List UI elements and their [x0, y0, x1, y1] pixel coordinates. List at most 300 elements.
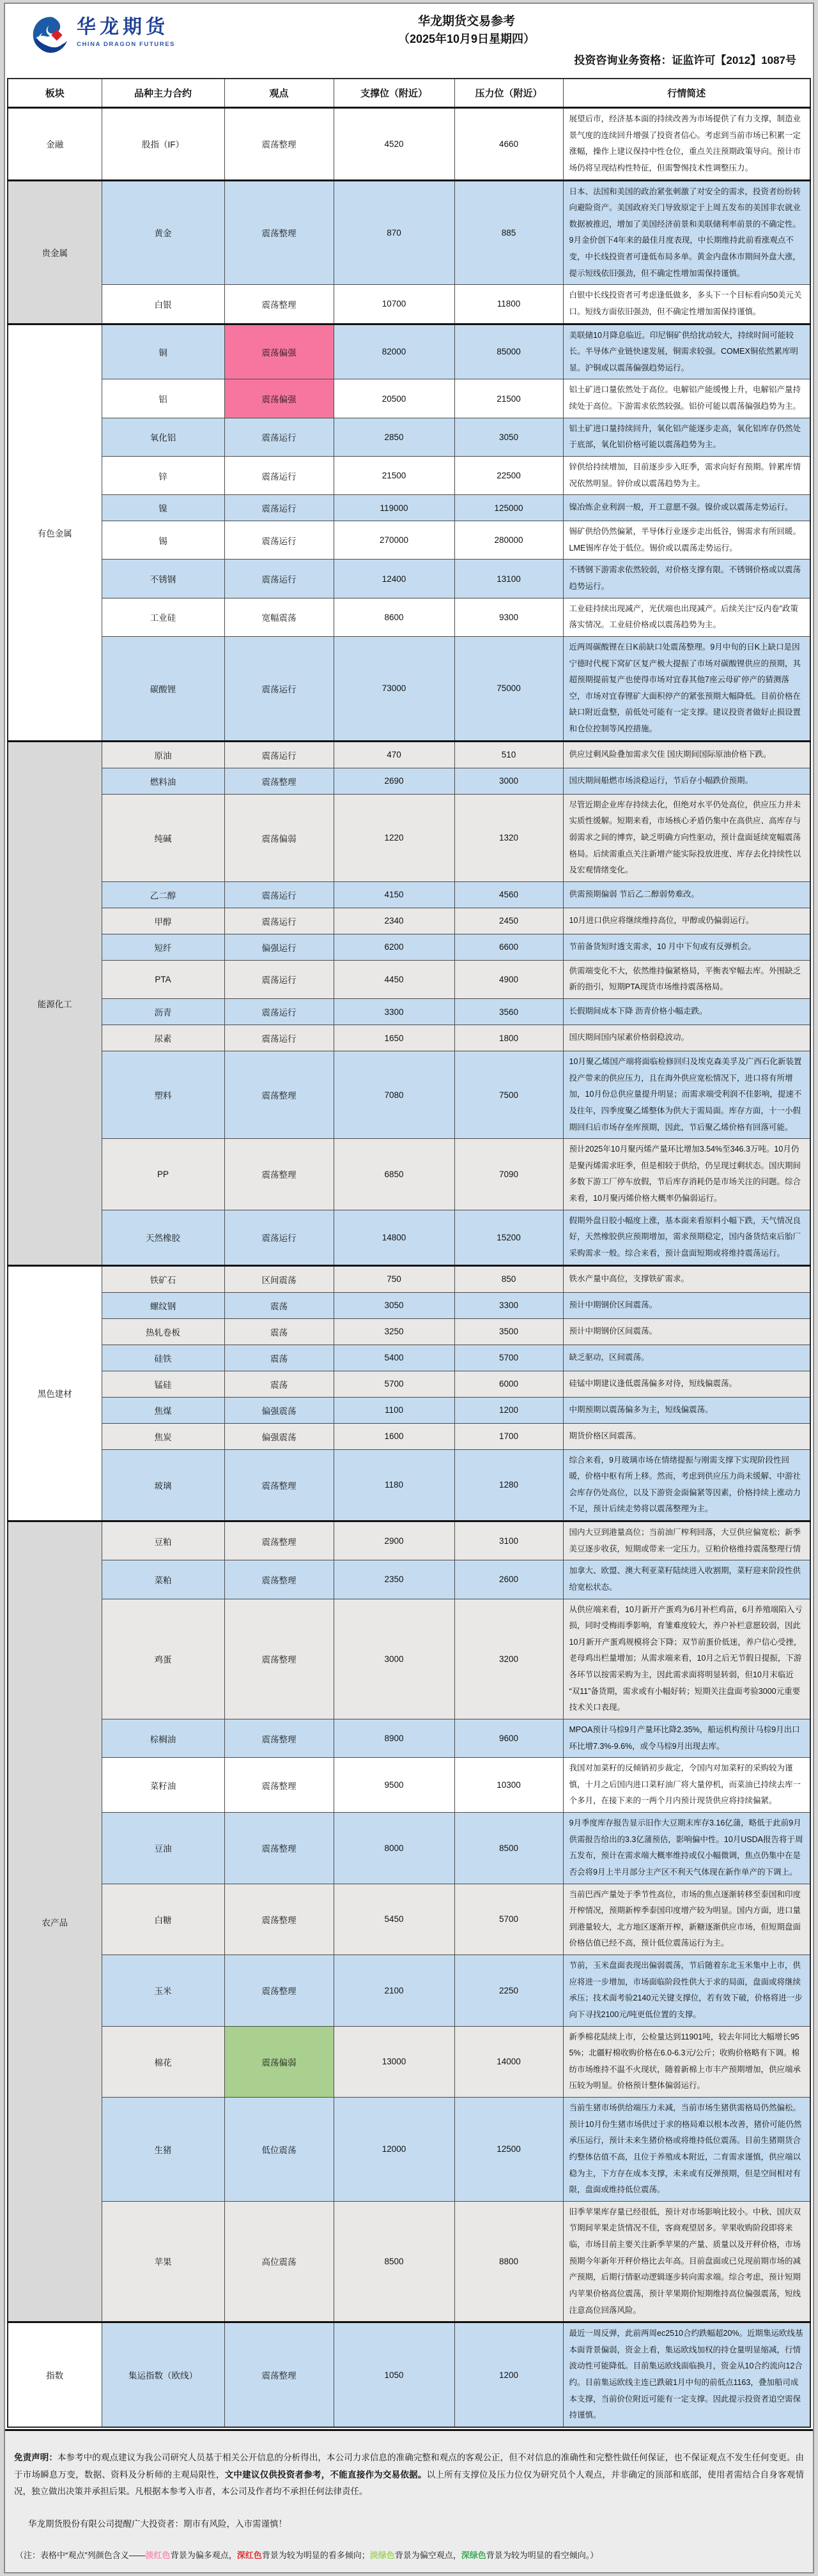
support-cell: 8000: [334, 1813, 454, 1884]
contract-cell: 螺纹钢: [102, 1292, 224, 1318]
contract-cell: 棕榈油: [102, 1719, 224, 1757]
view-cell: 震荡偏强: [224, 379, 334, 418]
trading-reference-table: [7, 78, 811, 2428]
text-segment: （注：表格中“观点”列颜色含义——: [15, 2550, 146, 2561]
col-header-sector: 板块: [8, 79, 102, 108]
summary-cell: 展望后市，经济基本面的持续改善为市场提供了有力支撑，制造业景气度的连续回升增强了投资者信心。考虑到当前市场已积累一定涨幅，操作上建议保持中性仓位，重点关注预期政策导向。预计市场仍将呈现结构性特征，但需警惕技术性调整压力。: [563, 108, 810, 181]
view-cell: 震荡整理: [224, 2322, 334, 2427]
view-cell: 震荡整理: [224, 108, 334, 181]
summary-cell: 中期预期以震荡偏多为主，短线偏震荡。: [563, 1397, 810, 1423]
summary-cell: 长假期间成本下降 沥青价格小幅走跌。: [563, 999, 810, 1025]
pressure-cell: 85000: [454, 324, 563, 379]
view-cell: 震荡整理: [224, 1884, 334, 1955]
pressure-cell: 22500: [454, 456, 563, 494]
report-date: （2025年10月9日星期四）: [397, 32, 536, 45]
table-row: [8, 1521, 810, 1560]
contract-cell: 工业硅: [102, 598, 224, 636]
license-credential: 投资咨询业务资格：证监许可【2012】1087号: [574, 54, 796, 66]
summary-cell: 锌供给持续增加，目前逐步步入旺季，需求向好有预期。锌累库情况依然明显。锌价或以震荡趋势为主。: [563, 456, 810, 494]
table-row: [8, 741, 810, 768]
support-cell: 7080: [334, 1051, 454, 1139]
text-segment: 淡绿色: [369, 2550, 395, 2561]
summary-cell: 假期外盘日胶小幅度上涨，基本面来看原料小幅下跌，天气情况良好，天然橡胶供应预期增加，需求预期稳定，国内备货结束后胎厂采购需求一般。综合来看，预计盘面短期或将维持震荡运行。: [563, 1210, 810, 1265]
table-row: [8, 794, 810, 881]
report-title: 华龙期货交易参考: [417, 15, 515, 28]
summary-cell: 尽管近期企业库存持续去化，但绝对水平仍处高位，供应压力并未实质性缓解。短期来看，市场核心矛盾仍集中在高供应、高库存与弱需求之间的博弈，缺乏明确方向性驱动，预计盘面延续宽幅震荡格局。后续需重点关注新增产能实际投放进度、库存去化持续性以及宏观情绪变化。: [563, 794, 810, 881]
contract-cell: 乙二醇: [102, 881, 224, 908]
contract-cell: 菜籽油: [102, 1758, 224, 1813]
pressure-cell: 510: [454, 741, 563, 768]
support-cell: 2100: [334, 1955, 454, 2027]
support-cell: 9500: [334, 1758, 454, 1813]
contract-cell: 塑料: [102, 1051, 224, 1139]
view-cell: 震荡运行: [224, 521, 334, 560]
support-cell: 5400: [334, 1345, 454, 1371]
support-cell: 870: [334, 180, 454, 285]
view-cell: 震荡: [224, 1345, 334, 1371]
view-cell: 偏强震荡: [224, 1423, 334, 1449]
pressure-cell: 6600: [454, 934, 563, 960]
table-row: [8, 636, 810, 741]
pressure-cell: 6000: [454, 1371, 563, 1397]
summary-cell: 缺乏驱动，区间震荡。: [563, 1345, 810, 1371]
summary-cell: 日本、法国和美国的政治紧张刺激了对安全的需求，投资者纷纷转向避险资产。美国政府关门导致原定于上周五发布的美国非农就业数据被推迟，增加了美国经济前景和美联储利率前景的不确定性。9月金价创下4年来的最佳月度表现，中长期维持此前看涨观点不变，中长线投资者可逢低布局多单。黄金内盘休市期间外盘大涨，提示短线依旧强劲，但不确定性增加需保持谨慎。: [563, 180, 810, 285]
contract-cell: 黄金: [102, 180, 224, 285]
pressure-cell: 4560: [454, 881, 563, 908]
view-cell: 震荡整理: [224, 285, 334, 324]
view-cell: 震荡偏弱: [224, 794, 334, 881]
contract-cell: 锰硅: [102, 1371, 224, 1397]
table-row: [8, 1758, 810, 1813]
summary-cell: 硅锰中期建议逢低震荡偏多对待，短线偏震荡。: [563, 1371, 810, 1397]
dragon-logo-icon: [31, 15, 70, 55]
pressure-cell: 1200: [454, 1397, 563, 1423]
contract-cell: 不锈钢: [102, 560, 224, 598]
support-cell: 8500: [334, 2201, 454, 2322]
summary-cell: 加拿大、欧盟、澳大利亚菜籽陆续进入收割期，菜籽迎来阶段性供给宽松状态。: [563, 1560, 810, 1599]
contract-cell: 豆粕: [102, 1521, 224, 1560]
view-cell: 震荡: [224, 1318, 334, 1345]
contract-cell: 燃料油: [102, 768, 224, 794]
table-row: [8, 1813, 810, 1884]
table-row: [8, 1397, 810, 1423]
pressure-cell: 7500: [454, 1051, 563, 1139]
summary-cell: 国庆期间船燃市场淡稳运行，节后存小幅跌价预期。: [563, 768, 810, 794]
view-cell: 震荡运行: [224, 636, 334, 741]
summary-cell: 供需预期偏弱 节后乙二醇弱势难改。: [563, 881, 810, 908]
view-cell: 震荡运行: [224, 1025, 334, 1051]
contract-cell: 苹果: [102, 2201, 224, 2322]
table-row: [8, 560, 810, 598]
contract-cell: 玻璃: [102, 1449, 224, 1521]
view-cell: 低位震荡: [224, 2098, 334, 2202]
support-cell: 21500: [334, 456, 454, 494]
table-body: [8, 108, 810, 2427]
summary-cell: MPOA预计马棕9月产量环比降2.35%，船运机构预计马棕9月出口环比增7.3%-9.6%，或令马棕9月出现去库。: [563, 1719, 810, 1757]
company-name: [77, 15, 175, 48]
sector-cell: 农产品: [8, 1521, 102, 2322]
support-cell: 1220: [334, 794, 454, 881]
pressure-cell: 75000: [454, 636, 563, 741]
header-row: [8, 79, 810, 108]
support-cell: 3050: [334, 1292, 454, 1318]
summary-cell: 10月进口供应将继续维持高位，甲醇或仍偏弱运行。: [563, 908, 810, 934]
pressure-cell: 1320: [454, 794, 563, 881]
view-cell: 宽幅震荡: [224, 598, 334, 636]
view-cell: 震荡运行: [224, 881, 334, 908]
pressure-cell: 3200: [454, 1599, 563, 1719]
contract-cell: PTA: [102, 960, 224, 998]
risk-reminder: 华龙期货股份有限公司提醒广大投资者：期市有风险，入市需谨慎！: [28, 2519, 287, 2529]
support-cell: 12400: [334, 560, 454, 598]
pressure-cell: 21500: [454, 379, 563, 418]
text-segment: 文中建议仅供投资者参考，不能直接作为交易依据。: [224, 2469, 427, 2480]
table-row: [8, 2026, 810, 2098]
sector-cell: 金融: [8, 108, 102, 181]
pressure-cell: 9600: [454, 1719, 563, 1757]
view-cell: 震荡整理: [224, 1051, 334, 1139]
view-cell: 震荡运行: [224, 560, 334, 598]
summary-cell: 预计2025年10月聚丙烯产量环比增加3.54%至346.3万吨。10月仍是聚丙烯需求旺季，但是相较于供给，仍呈现过剩状态。国庆期间多数下游工厂停车放假，节后库存消耗仍是市场关注的问题。综合来看，10月聚丙烯价格大概率仍偏弱运行。: [563, 1139, 810, 1210]
summary-cell: 节前备货短时透支需求，10 月中下旬或有反弹机会。: [563, 934, 810, 960]
table-row: [8, 2322, 810, 2427]
view-cell: 震荡运行: [224, 495, 334, 521]
summary-cell: 铝土矿进口量依然处于高位。电解铝产能缓慢上升，电解铝产量持续处于高位。下游需求依然较强。铝价可能以震荡偏强趋势为主。: [563, 379, 810, 418]
table-row: [8, 1025, 810, 1051]
table-row: [8, 934, 810, 960]
pressure-cell: 4660: [454, 108, 563, 181]
table-row: [8, 1449, 810, 1521]
pressure-cell: 3100: [454, 1521, 563, 1560]
pressure-cell: 125000: [454, 495, 563, 521]
sector-cell: 贵金属: [8, 180, 102, 324]
pressure-cell: 885: [454, 180, 563, 285]
pressure-cell: 850: [454, 1265, 563, 1292]
pressure-cell: 3500: [454, 1318, 563, 1345]
view-cell: 震荡偏强: [224, 324, 334, 379]
text-segment: 背景为偏空观点，: [394, 2550, 461, 2561]
summary-cell: 预计中期钢价区间震荡。: [563, 1318, 810, 1345]
view-cell: 震荡运行: [224, 908, 334, 934]
summary-cell: 工业硅持续出现减产，光伏端也出现减产。后续关注“反内卷”政策落实情况。工业硅价格或以震荡趋势为主。: [563, 598, 810, 636]
pressure-cell: 1280: [454, 1449, 563, 1521]
pressure-cell: 2600: [454, 1560, 563, 1599]
contract-cell: 铁矿石: [102, 1265, 224, 1292]
view-cell: 震荡运行: [224, 418, 334, 456]
support-cell: 20500: [334, 379, 454, 418]
contract-cell: 天然橡胶: [102, 1210, 224, 1265]
table-row: [8, 881, 810, 908]
contract-cell: 豆油: [102, 1813, 224, 1884]
text-segment: 免责声明：: [14, 2453, 58, 2463]
table-row: [8, 1955, 810, 2027]
table-row: [8, 598, 810, 636]
view-cell: 震荡偏弱: [224, 2026, 334, 2098]
support-cell: 5450: [334, 1884, 454, 1955]
sector-cell: 指数: [8, 2322, 102, 2427]
support-cell: 82000: [334, 324, 454, 379]
view-cell: 震荡整理: [224, 1449, 334, 1521]
summary-cell: 铝土矿进口量持续回升，氧化铝产能逐步走高，氧化铝库存仍然处于底部，氧化铝价格可能以震荡趋势为主。: [563, 418, 810, 456]
contract-cell: 锌: [102, 456, 224, 494]
view-cell: 偏强震荡: [224, 1397, 334, 1423]
support-cell: 6850: [334, 1139, 454, 1210]
view-cell: 震荡运行: [224, 741, 334, 768]
text-segment: 以上所有支撑位及压力位仅为研究员个人观点，并非确定的顶部和底部，使用者需结合自身客观情况，独立做出决策并承担后果。凡根据本参考入市者，本公司及作者均不承担任何法律责任。: [14, 2469, 805, 2496]
support-cell: 8900: [334, 1719, 454, 1757]
table-row: [8, 1423, 810, 1449]
view-cell: 震荡运行: [224, 960, 334, 998]
view-cell: 震荡运行: [224, 1210, 334, 1265]
company-logo: [31, 15, 175, 55]
col-header-support: 支撑位（附近）: [334, 79, 454, 108]
sector-cell: 有色金属: [8, 324, 102, 741]
text-segment: 背景为偏多观点，: [170, 2550, 237, 2561]
view-cell: 震荡整理: [224, 1139, 334, 1210]
table-row: [8, 521, 810, 560]
pressure-cell: 3050: [454, 418, 563, 456]
support-cell: 2350: [334, 1560, 454, 1599]
pressure-cell: 8800: [454, 2201, 563, 2322]
pressure-cell: 280000: [454, 521, 563, 560]
pressure-cell: 8500: [454, 1813, 563, 1884]
support-cell: 2850: [334, 418, 454, 456]
contract-cell: 鸡蛋: [102, 1599, 224, 1719]
text-segment: 淡红色: [145, 2550, 171, 2561]
contract-cell: 白银: [102, 285, 224, 324]
view-cell: 震荡整理: [224, 1955, 334, 2027]
contract-cell: 氧化铝: [102, 418, 224, 456]
support-cell: 13000: [334, 2026, 454, 2098]
support-cell: 470: [334, 741, 454, 768]
view-cell: 震荡整理: [224, 1719, 334, 1757]
view-cell: 震荡: [224, 1371, 334, 1397]
support-cell: 2690: [334, 768, 454, 794]
summary-cell: 不锈钢下游需求依然较弱，对价格支撑有限。不锈钢价格或以震荡趋势运行。: [563, 560, 810, 598]
contract-cell: 纯碱: [102, 794, 224, 881]
view-cell: 震荡整理: [224, 1599, 334, 1719]
support-cell: 1100: [334, 1397, 454, 1423]
view-cell: 震荡整理: [224, 1560, 334, 1599]
support-cell: 750: [334, 1265, 454, 1292]
table-row: [8, 180, 810, 285]
summary-cell: 节前，玉米盘面表现出偏弱震荡，节后随着东北玉米集中上市，供应将进一步增加，市场面临阶段性供大于求的局面，盘面或将继续承压；技术面考验2140元关键支撑位，若有效下破，价格将进一步向下寻找2100元/吨更低位置的支撑。: [563, 1955, 810, 2027]
contract-cell: 碳酸锂: [102, 636, 224, 741]
summary-cell: 最近一周反弹，此前两周ec2510合约跌幅超20%。近期集运欧线基本面背景偏弱，资金上看，集运欧线加权的持仓量明显缩减，行情波动性可能降低。目前集运欧线面临换月，资金从10合约流向12合约。目前集运欧线主连已跌破1月中旬的前低点1163，叠加船司成本支撑，当前价位附近可能有一定支撑。因此提示投资者追空需保持谨慎。: [563, 2322, 810, 2427]
table-row: [8, 768, 810, 794]
pressure-cell: 1800: [454, 1025, 563, 1051]
pressure-cell: 9300: [454, 598, 563, 636]
pressure-cell: 11800: [454, 285, 563, 324]
table-row: [8, 1210, 810, 1265]
pressure-cell: 5700: [454, 1345, 563, 1371]
contract-cell: 玉米: [102, 1955, 224, 2027]
view-cell: 震荡整理: [224, 1758, 334, 1813]
support-cell: 1650: [334, 1025, 454, 1051]
support-cell: 3300: [334, 999, 454, 1025]
pressure-cell: 15200: [454, 1210, 563, 1265]
summary-cell: 铁水产量中高位，支撑铁矿需求。: [563, 1265, 810, 1292]
pressure-cell: 5700: [454, 1884, 563, 1955]
contract-cell: 硅铁: [102, 1345, 224, 1371]
col-header-summary: 行情简述: [563, 79, 810, 108]
summary-cell: 美联储10月降息临近。印尼铜矿供给扰动较大，持续时间可能较长。半导体产业链快速发展，铜需求较强。COMEX铜依然累库明显。沪铜或以震荡偏强趋势运行。: [563, 324, 810, 379]
contract-cell: 菜粕: [102, 1560, 224, 1599]
support-cell: 12000: [334, 2098, 454, 2202]
table-row: [8, 999, 810, 1025]
view-cell: 高位震荡: [224, 2201, 334, 2322]
pressure-cell: 3560: [454, 999, 563, 1025]
table-row: [8, 1719, 810, 1757]
contract-cell: 原油: [102, 741, 224, 768]
view-cell: 震荡整理: [224, 1813, 334, 1884]
summary-cell: 当前巴西产量处于季节性高位，市场的焦点逐渐转移至泰国和印度开榨情况，预期新榨季泰国印度增产较为明显。国内方面，进口量到港量较大，北方地区逐渐开榨，新糖逐渐供应市场，但短期盘面价格估值已经不高，预计低位震荡运行为主。: [563, 1884, 810, 1955]
summary-cell: 供需端变化不大，依然维持偏紧格局，平衡表窄幅去库。外围缺乏新的指引，短期PTA现货市场维持震荡格局。: [563, 960, 810, 998]
pressure-cell: 4900: [454, 960, 563, 998]
report-page: [4, 3, 814, 2573]
view-cell: 震荡整理: [224, 768, 334, 794]
summary-cell: 近两周碳酸锂在日K前缺口处震荡整理。9月中旬的日K上缺口是因宁德时代枧下窝矿区复产极大提振了市场对碳酸锂供应的预期，其超预期提前复产也使得市场对宜春其他7座云母矿停产的猜测落空，市场对宜春锂矿大面积停产的紧张预期大幅降低。目前价格在缺口附近盘整，前低处可能有一定支撑。建议投资者做好止损设置和仓位控制等风控措施。: [563, 636, 810, 741]
summary-cell: 国庆期间国内尿素价格弱稳波动。: [563, 1025, 810, 1051]
view-cell: 震荡整理: [224, 1521, 334, 1560]
contract-cell: 铜: [102, 324, 224, 379]
support-cell: 4150: [334, 881, 454, 908]
support-cell: 1050: [334, 2322, 454, 2427]
company-name-en: CHINA DRAGON FUTURES: [77, 40, 176, 48]
col-header-contract: 品种主力合约: [102, 79, 224, 108]
text-segment: 本参考中的观点建议为我公司研究人员基于相关公开信息的分析得出，本公司力求信息的准确完整和观点的客观公正，但不对信息的准确性和完整性做任何保证，也不保证观点不发生任何变更。由于市场瞬息万变，数据、资料及分析师的主观局限性，: [14, 2453, 805, 2480]
table-row: [8, 2201, 810, 2322]
support-cell: 2900: [334, 1521, 454, 1560]
support-cell: 4520: [334, 108, 454, 181]
support-cell: 8600: [334, 598, 454, 636]
support-cell: 73000: [334, 636, 454, 741]
summary-cell: 期货价格区间震荡。: [563, 1423, 810, 1449]
contract-cell: 生猪: [102, 2098, 224, 2202]
support-cell: 1600: [334, 1423, 454, 1449]
summary-cell: 我国对加菜籽的反倾销初步裁定，令国内对加菜籽的采购较为谨慎，十月之后国内进口菜籽油厂将大量停机，而菜油已持续去库一个多月，在接下来的一两个月内预计现货供应将持续偏紧。: [563, 1758, 810, 1813]
pressure-cell: 2250: [454, 1955, 563, 2027]
support-cell: 3000: [334, 1599, 454, 1719]
table-row: [8, 285, 810, 324]
support-cell: 4450: [334, 960, 454, 998]
table-header: [8, 79, 810, 108]
pressure-cell: 7090: [454, 1139, 563, 1210]
table-row: [8, 1051, 810, 1139]
support-cell: 2340: [334, 908, 454, 934]
support-cell: 1180: [334, 1449, 454, 1521]
table-row: [8, 2098, 810, 2202]
footer-box: [5, 2429, 813, 2572]
summary-cell: 当前生猪市场供给端压力未减，当前市场生猪供需格局仍然偏松。预计10月份生猪市场供过于求的格局难以根本改善，猪价可能仍然承压运行，预计未来生猪价格或将维持低位震荡。目前生猪期货合约整体估值不高，且位于养殖成本附近，二育需求谨慎，供应端以稳为主，下方存在成本支撑，未来或有反弹预期，但是空间相对有限，盘面或维持低位震荡。: [563, 2098, 810, 2202]
table-row: [8, 1265, 810, 1292]
contract-cell: 锡: [102, 521, 224, 560]
pressure-cell: 2450: [454, 908, 563, 934]
support-cell: 10700: [334, 285, 454, 324]
report-header: [5, 4, 813, 78]
contract-cell: 集运指数（欧线）: [102, 2322, 224, 2427]
text-segment: 背景为较为明显的看多倾向；: [261, 2550, 370, 2561]
table-row: [8, 908, 810, 934]
summary-cell: 国内大豆到港量高位；当前油厂榨利回落，大豆供应偏宽松；新季美豆逐步收获，短期或带来一定压力。豆粕价格维持震荡整理行情: [563, 1521, 810, 1560]
table-row: [8, 1560, 810, 1599]
view-cell: 震荡运行: [224, 456, 334, 494]
contract-cell: 甲醇: [102, 908, 224, 934]
col-header-pressure: 压力位（附近）: [454, 79, 563, 108]
table-row: [8, 1292, 810, 1318]
pressure-cell: 3000: [454, 768, 563, 794]
support-cell: 5700: [334, 1371, 454, 1397]
table-row: [8, 418, 810, 456]
summary-cell: 预计中期钢价区间震荡。: [563, 1292, 810, 1318]
table-row: [8, 1139, 810, 1210]
table-row: [8, 1345, 810, 1371]
contract-cell: 尿素: [102, 1025, 224, 1051]
table-row: [8, 495, 810, 521]
summary-cell: 综合来看，9月玻璃市场在情绪提振与刚需支撑下实现阶段性回暖，价格中枢有所上移。然而，考虑到供应压力尚未缓解、中游社会库存仍处高位，以及下游资金面偏紧等因素，价格持续上涨动力不足，预计后续走势将以震荡整理为主。: [563, 1449, 810, 1521]
contract-cell: 白糖: [102, 1884, 224, 1955]
summary-cell: 9月季度库存报告显示旧作大豆期末库存3.16亿蒲，略低于此前9月供需报告给出的3.3亿蒲预估，影响偏中性。10月USDA报告将于周五发布，预计在需求端大概率维持或仅小幅微调，焦点仍集中在是否会将9月上半月部分主产区不利天气体现在新作单产的下调上。: [563, 1813, 810, 1884]
summary-cell: 10月聚乙烯国产端将面临检修回归及埃克森美孚及广西石化新装置投产带来的供应压力，且在海外供应宽松情况下，进口将有所增加，10月份总供应量提升明显；而需求端受利润不佳影响，提速不及往年，四季度聚乙烯整体为供大于需局面。库存方面，十一小假期回归后市场存垒库预期，因此，节后聚乙烯价格有回落可能。: [563, 1051, 810, 1139]
summary-cell: 供应过剩风险叠加需求欠佳 国庆期间国际原油价格下跌。: [563, 741, 810, 768]
contract-cell: 沥青: [102, 999, 224, 1025]
contract-cell: 热轧卷板: [102, 1318, 224, 1345]
pressure-cell: 12500: [454, 2098, 563, 2202]
text-segment: 深绿色: [461, 2550, 486, 2561]
support-cell: 119000: [334, 495, 454, 521]
pressure-cell: 3300: [454, 1292, 563, 1318]
table-row: [8, 456, 810, 494]
table-row: [8, 1371, 810, 1397]
table-row: [8, 1318, 810, 1345]
pressure-cell: 1200: [454, 2322, 563, 2427]
col-header-view: 观点: [224, 79, 334, 108]
view-cell: 偏强运行: [224, 934, 334, 960]
pressure-cell: 14000: [454, 2026, 563, 2098]
table-row: [8, 1884, 810, 1955]
pressure-cell: 13100: [454, 560, 563, 598]
support-cell: 6200: [334, 934, 454, 960]
view-cell: 区间震荡: [224, 1265, 334, 1292]
disclaimer-text: [14, 2450, 804, 2500]
contract-cell: 焦炭: [102, 1423, 224, 1449]
view-cell: 震荡: [224, 1292, 334, 1318]
summary-cell: 白银中长线投资者可考虑逢低做多，多头下一个目标看向50美元关口。短线方面依旧强劲，但不确定性增加需保持谨慎。: [563, 285, 810, 324]
summary-cell: 从供应端来看，10月新开产蛋鸡为6月补栏鸡苗，6月养殖端陷入亏损，同时受梅雨季影响，育雏难度较大，养户补栏意愿较弱，因此10月新开产蛋鸡规模将会下降；双节前蛋价低迷，养户信心受挫，老母鸡出栏量增加；从需求端来看，10月之后无节假日提振，下游各环节以按需采购为主，因此需求面将明显转弱，但10月末临近“双11”备货期，需求或有小幅好转；短期关注盘面考验3000元重要技术关口表现。: [563, 1599, 810, 1719]
summary-cell: 镍冶炼企业利润一般，开工意愿不强。镍价或以震荡走势运行。: [563, 495, 810, 521]
contract-cell: PP: [102, 1139, 224, 1210]
support-cell: 3250: [334, 1318, 454, 1345]
sector-cell: 能源化工: [8, 741, 102, 1265]
text-segment: 背景为较为明显的看空倾向。）: [486, 2550, 599, 2561]
contract-cell: 股指（IF）: [102, 108, 224, 181]
view-cell: 震荡运行: [224, 999, 334, 1025]
pressure-cell: 10300: [454, 1758, 563, 1813]
sector-cell: 黑色建材: [8, 1265, 102, 1521]
contract-cell: 镍: [102, 495, 224, 521]
company-name-cn: 华龙期货: [77, 17, 169, 38]
pressure-cell: 1700: [454, 1423, 563, 1449]
table-row: [8, 379, 810, 418]
text-segment: 深红色: [236, 2550, 262, 2561]
summary-cell: 锡矿供给仍然偏紧，半导体行业逐步走出低谷，锡需求有所回暖。LME锡库存处于低位。锡价或以震荡走势运行。: [563, 521, 810, 560]
table-row: [8, 324, 810, 379]
color-legend-note: [15, 2549, 804, 2561]
support-cell: 270000: [334, 521, 454, 560]
table-row: [8, 960, 810, 998]
contract-cell: 铝: [102, 379, 224, 418]
table-row: [8, 108, 810, 181]
